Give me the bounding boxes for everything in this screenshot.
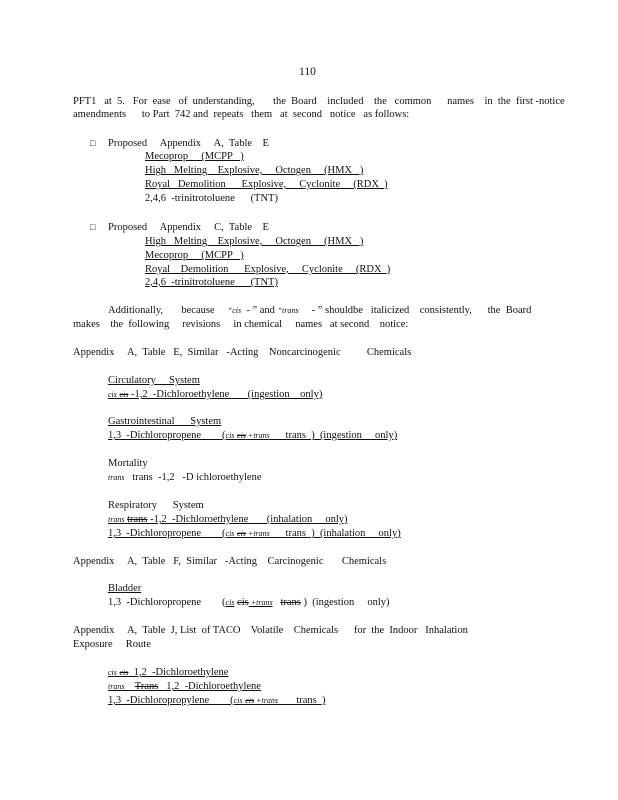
respiratory-item-text: -1,2 -Dichloroethylene (inhalation only) bbox=[147, 514, 348, 525]
gastro-item bbox=[108, 429, 397, 442]
gastro-title: Gastrointestinal System bbox=[108, 416, 222, 427]
checkbox-bullet-icon: □ bbox=[90, 138, 96, 148]
proposed-e-item: Royal Demolition Explosive, Cyclonite (RDX ) bbox=[145, 179, 388, 190]
cis-italic: cis bbox=[108, 668, 117, 677]
mortality-item bbox=[108, 471, 262, 484]
cis-italic: “cis bbox=[227, 306, 242, 315]
plus-trans-italic: +trans bbox=[254, 696, 278, 705]
trans-italic: trans bbox=[108, 515, 125, 524]
additionally-line-2: makes the following revisions in chemical names at second notice: bbox=[73, 319, 409, 330]
plus-trans-italic: +trans bbox=[248, 598, 273, 607]
section-heading-table-j-line-2: Exposure Route bbox=[73, 639, 151, 650]
section-heading-table-j: Appendix A, Table J, List of TACO Volatile Chemicals for the Indoor Inhalation bbox=[73, 625, 468, 636]
additionally-line-1 bbox=[108, 304, 531, 317]
respiratory-item-text: trans ) (inhalation only) bbox=[269, 528, 401, 539]
additionally-text: - ” and bbox=[241, 305, 278, 316]
exposure-item-text: 1,2 -Dichloroethylene bbox=[158, 681, 261, 692]
cis-italic: cis bbox=[108, 390, 117, 399]
additionally-text: - ” shouldbe italicized consistently, the Board bbox=[298, 305, 532, 316]
intro-line-1: PFT1 at 5. For ease of understanding, the Board included the common names in the first -notice bbox=[73, 96, 565, 107]
proposed-c-item: Royal Demolition Explosive, Cyclonite (RDX ) bbox=[145, 264, 391, 275]
proposed-e-item: High Melting Explosive, Octogen (HMX ) bbox=[145, 165, 364, 176]
struck-cis: cis bbox=[237, 597, 249, 608]
exposure-item-text: 1,3 -Dichloropropylene ( bbox=[108, 695, 234, 706]
plus-trans-italic: +trans bbox=[245, 529, 270, 538]
bladder-item-text: 1,3 -Dichloropropene ( bbox=[108, 597, 226, 608]
proposed-c-item: High Melting Explosive, Octogen (HMX ) bbox=[145, 236, 364, 247]
exposure-item-text: trans ) bbox=[277, 695, 326, 706]
exposure-item-text: 1,2 -Dichloroethylene bbox=[128, 667, 229, 678]
struck-trans: trans bbox=[280, 597, 301, 608]
trans-italic: “trans bbox=[277, 306, 299, 315]
proposed-c-heading: Proposed Appendix C, Table E bbox=[108, 222, 269, 233]
gastro-item-text: 1,3 -Dichloropropene ( bbox=[108, 430, 226, 441]
respiratory-item bbox=[108, 513, 348, 526]
cis-italic: cis bbox=[233, 696, 243, 705]
cis-italic: cis bbox=[225, 598, 235, 607]
proposed-e-item: 2,4,6 -trinitrotoluene (TNT) bbox=[145, 193, 278, 204]
proposed-e-heading: Proposed Appendix A, Table E bbox=[108, 138, 269, 149]
circulatory-title: Circulatory System bbox=[108, 375, 200, 386]
page-number: 110 bbox=[299, 66, 316, 78]
proposed-c-item: Mecoprop (MCPP ) bbox=[145, 250, 244, 261]
checkbox-bullet-icon: □ bbox=[90, 222, 96, 232]
trans-italic: trans bbox=[108, 682, 125, 691]
exposure-item bbox=[108, 666, 228, 679]
bladder-item-text: ) (ingestion only) bbox=[300, 597, 390, 608]
mortality-item-text: trans -1,2 -D ichloroethylene bbox=[124, 472, 262, 483]
gastro-item-text: trans ) (ingestion only) bbox=[269, 430, 398, 441]
cis-italic: cis bbox=[225, 431, 235, 440]
section-heading-table-e: Appendix A, Table E, Similar -Acting Noncarcinogenic Chemicals bbox=[73, 347, 412, 358]
struck-trans: trans bbox=[127, 514, 148, 525]
proposed-e-item: Mecoprop (MCPP ) bbox=[145, 151, 244, 162]
struck-trans: Trans bbox=[134, 681, 159, 692]
trans-italic: trans bbox=[108, 473, 125, 482]
plus-trans-italic: +trans bbox=[245, 431, 270, 440]
exposure-item bbox=[108, 694, 326, 707]
cis-italic: cis bbox=[225, 529, 235, 538]
struck-cis: cis bbox=[119, 668, 129, 677]
struck-cis: cis bbox=[237, 529, 246, 538]
struck-cis: cis bbox=[245, 696, 255, 705]
proposed-c-item: 2,4,6 -trinitrotoluene (TNT) bbox=[145, 277, 278, 288]
mortality-title: Mortality bbox=[108, 458, 148, 469]
circulatory-item bbox=[108, 388, 322, 401]
exposure-item bbox=[108, 680, 261, 693]
struck-cis: cis bbox=[237, 431, 246, 440]
section-heading-table-f: Appendix A, Table F, Similar -Acting Carcinogenic Chemicals bbox=[73, 556, 387, 567]
respiratory-item-text: 1,3 -Dichloropropene ( bbox=[108, 528, 226, 539]
circulatory-item-text: -1,2 -Dichloroethylene (ingestion only) bbox=[128, 389, 323, 400]
bladder-title: Bladder bbox=[108, 583, 142, 594]
struck-cis: cis bbox=[119, 390, 129, 399]
bladder-item bbox=[108, 596, 390, 609]
additionally-text: Additionally, because bbox=[108, 305, 228, 316]
respiratory-title: Respiratory System bbox=[108, 500, 204, 511]
intro-line-2: amendments to Part 742 and repeats them at second notice as follows: bbox=[73, 109, 410, 120]
respiratory-item bbox=[108, 527, 401, 540]
